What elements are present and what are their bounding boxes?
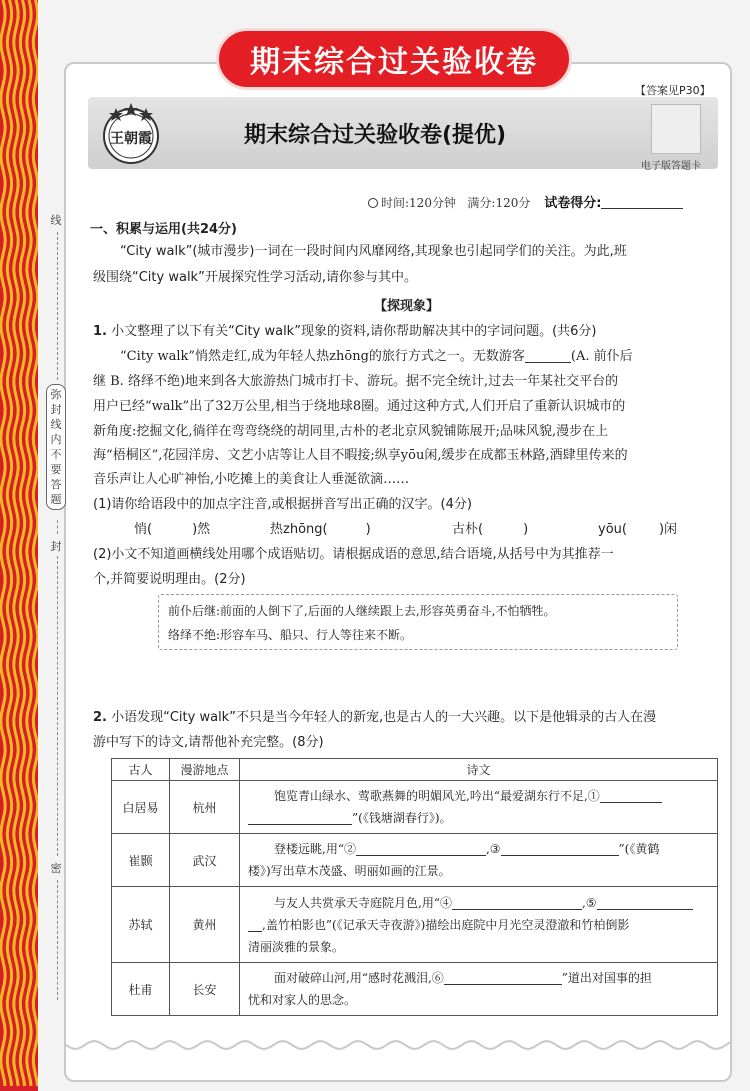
section-heading: 一、积累与运用(共24分) (90, 222, 237, 237)
answer-blank-5[interactable] (597, 897, 693, 910)
section-tag: 【探现象】 (374, 299, 440, 314)
margin-dash-line (57, 520, 58, 534)
full-score: 满分:120分 (467, 196, 531, 210)
qr-code-placeholder[interactable] (651, 104, 701, 154)
margin-dash-line (57, 232, 58, 380)
question-2-stem: 游中写下的诗文,请帮他补充完整。(8分) (93, 735, 324, 750)
answer-blank-5-cont[interactable] (248, 919, 262, 932)
qr-caption: 电子版答题卡 (641, 161, 701, 172)
verse-text: ”道出对国事的担 (561, 971, 652, 985)
passage-text: “City walk”悄然走红,成为年轻人热zhōng的旅行方式之一。无数游客 (120, 349, 525, 364)
verse-text: 清丽淡雅的景象。 (248, 939, 345, 954)
verse-text: ,⑤ (581, 895, 597, 910)
passage-line: 音乐声让人心旷神怡,小吃摊上的美食让人垂涎欲滴…… (93, 472, 410, 487)
passage-text: (A. 前仆后 (570, 349, 633, 364)
verse-text: ,盖竹柏影也”(《记承天寺夜游》)描绘出庭院中月光空灵澄澈和竹柏倒影 (262, 917, 630, 932)
table-row (112, 963, 718, 1016)
table-row (112, 887, 718, 963)
top-banner: 期末综合过关验收卷 (216, 28, 572, 90)
verse-text: ”(《钱塘湖春行》)。 (352, 811, 452, 825)
fill-item (598, 520, 677, 540)
margin-notice (46, 384, 66, 510)
sub-question-2: 个,并简要说明理由。(2分) (93, 572, 246, 587)
fill-label: )然 (192, 522, 211, 537)
answer-blank-1[interactable] (600, 790, 662, 803)
clock-icon (368, 198, 378, 208)
notice-char: 题 (50, 493, 62, 506)
verse-cell (240, 887, 718, 963)
bottom-wave-border (66, 1035, 730, 1055)
verse-text: 与友人共赏承天寺庭院月色,用“④ (274, 895, 452, 910)
margin-mark-secret: 密 (50, 862, 62, 875)
table-header-row (112, 759, 718, 781)
verse-text: ”(《黄鹤 (618, 842, 660, 856)
verse-text: 面对破碎山河,用“感时花溅泪,⑥ (274, 971, 444, 985)
answer-blank-3[interactable] (501, 843, 619, 856)
margin-dash-line (57, 880, 58, 1000)
question-text: 小文整理了以下有关“City walk”现象的资料,请你帮助解决其中的字词问题。(共6分) (111, 324, 597, 339)
score-input-line[interactable] (601, 208, 683, 209)
fill-label: 热zhōng( (270, 522, 328, 537)
place-cell: 杭州 (170, 781, 240, 834)
notice-char: 封 (50, 403, 62, 416)
passage-line: 新角度:挖掘文化,徜徉在弯弯绕绕的胡同里,古朴的老北京风貌铺陈展开;品味风貌,漫步在上 (93, 424, 609, 439)
fill-label: 古朴( (452, 522, 484, 537)
verse-cell (240, 781, 718, 834)
place-cell: 武汉 (170, 834, 240, 887)
question-number: 1. (93, 324, 107, 339)
passage-line: 海“梧桐区”,花园洋房、文艺小店等让人目不暇接;纵享yōu闲,缓步在成都玉林路,酒肆里传来的 (93, 448, 628, 463)
poet-cell: 苏轼 (112, 887, 170, 963)
logo-lettering: 王朝霞 (110, 131, 152, 147)
fill-label: )闲 (658, 522, 678, 537)
answer-blank-1-cont[interactable] (248, 812, 352, 825)
margin-dash-line (57, 556, 58, 856)
intro-line: 级围绕“City walk”开展探究性学习活动,请你参与其中。 (93, 270, 417, 285)
score-label: 试卷得分: (544, 196, 602, 211)
table-row (112, 834, 718, 887)
margin-mark-line: 线 (50, 214, 62, 227)
ribbon-wave-pattern (0, 0, 38, 1091)
idiom-hint: 络绎不绝:形容车马、船只、行人等往来不断。 (168, 628, 413, 642)
passage-line: 用户已经“walk”出了32万公里,相当于绕地球8圈。通过这种方式,人们开启了重新认识城市的 (93, 399, 626, 414)
answer-blank-6[interactable] (444, 972, 562, 985)
answer-reference: 【答案见P30】 (635, 84, 711, 97)
sub-question-2: (2)小文不知道画横线处用哪个成语贴切。请根据成语的意思,结合语境,从括号中为其推荐一 (93, 547, 614, 562)
notice-char: 内 (50, 433, 62, 446)
question-2-stem (93, 708, 656, 728)
paper-title: 期末综合过关验收卷(提优) (243, 123, 507, 148)
intro-line: “City walk”(城市漫步)一词在一段时间内风靡网络,其现象也引起同学们的关注。为此,班 (120, 244, 627, 259)
verse-text: ,③ (485, 842, 501, 856)
idiom-hint: 前仆后继:前面的人倒下了,后面的人继续跟上去,形容英勇奋斗,不怕牺牲。 (168, 604, 556, 618)
fill-item (270, 520, 371, 540)
place-cell: 黄州 (170, 887, 240, 963)
passage-line (120, 347, 633, 367)
sub-question-1: (1)请你给语段中的加点字注音,或根据拼音写出正确的汉字。(4分) (93, 497, 472, 512)
verse-text: 登楼远眺,用“② (274, 842, 356, 856)
place-cell: 长安 (170, 963, 240, 1016)
fill-label: 悄( (134, 522, 153, 537)
fill-item (452, 520, 528, 540)
answer-blank-4[interactable] (452, 897, 582, 910)
poet-cell: 崔颢 (112, 834, 170, 887)
verse-cell (240, 963, 718, 1016)
column-header: 漫游地点 (170, 759, 240, 781)
question-text: 小语发现“City walk”不只是当今年轻人的新宠,也是古人的一大兴趣。以下是他辑录的古人在漫 (111, 710, 657, 725)
poet-cell: 白居易 (112, 781, 170, 834)
margin-mark-seal: 封 (50, 540, 62, 553)
table-row (112, 781, 718, 834)
notice-char: 要 (50, 463, 62, 476)
poem-table (111, 758, 718, 1016)
question-number: 2. (93, 710, 107, 725)
idiom-blank[interactable] (525, 349, 571, 363)
notice-char: 弥 (50, 388, 62, 401)
fill-item (134, 520, 210, 540)
exam-meta (368, 192, 683, 211)
verse-text: 忧和对家人的思念。 (248, 993, 357, 1007)
verse-text: 饱览青山绿水、莺歌燕舞的明媚风光,吟出“最爱湖东行不足,① (274, 789, 600, 803)
notice-char: 不 (50, 448, 62, 461)
fill-label: ) (365, 522, 371, 537)
fill-label: yōu( (598, 522, 627, 537)
column-header: 古人 (112, 759, 170, 781)
poet-cell: 杜甫 (112, 963, 170, 1016)
passage-line: 继 B. 络绎不绝)地来到各大旅游热门城市打卡、游玩。据不完全统计,过去一年某社交平台的 (93, 374, 619, 389)
column-header: 诗文 (240, 759, 718, 781)
decorative-ribbon (0, 0, 38, 1091)
fill-label: ) (523, 522, 529, 537)
verse-text: 楼》)写出草木茂盛、明丽如画的江景。 (248, 864, 451, 878)
notice-char: 线 (50, 418, 62, 431)
time-limit: 时间:120分钟 (381, 196, 456, 210)
answer-blank-2[interactable] (356, 843, 486, 856)
question-1-stem (93, 322, 597, 342)
notice-char: 答 (50, 478, 62, 491)
verse-cell (240, 834, 718, 887)
